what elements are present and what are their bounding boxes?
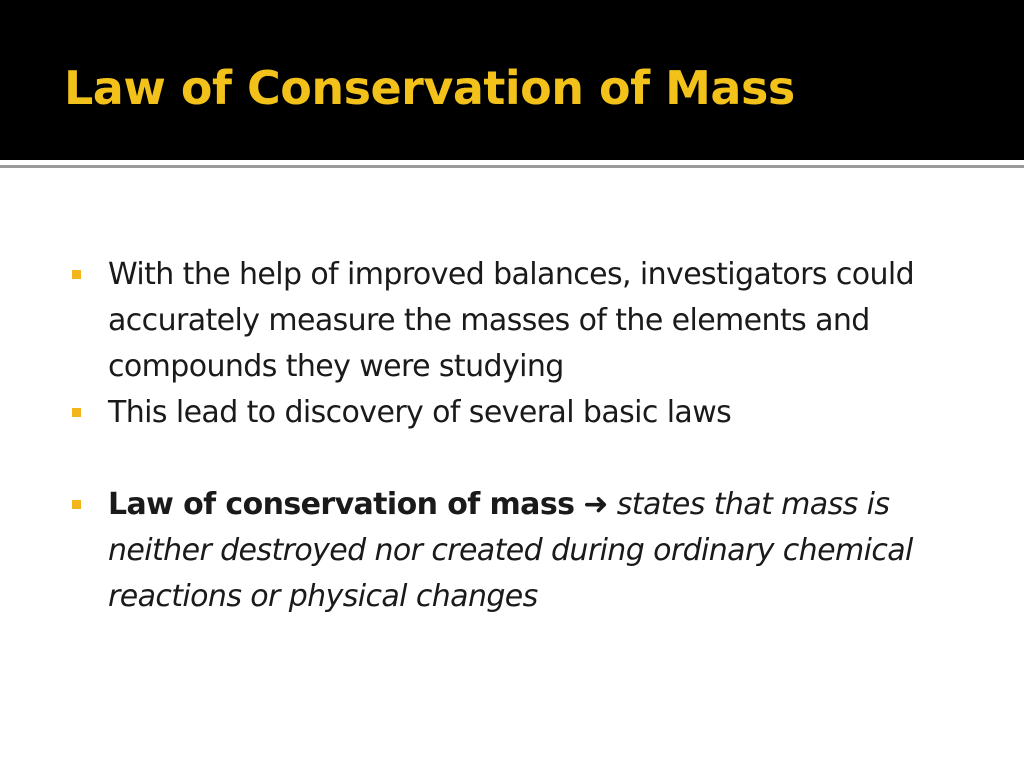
law-term: Law of conservation of mass — [108, 487, 575, 522]
bullet-item-discovery — [72, 390, 972, 436]
spacer — [72, 436, 972, 482]
right-arrow-icon: ➜ — [583, 487, 608, 522]
bullet-item-law-definition — [72, 482, 972, 620]
title-bar — [0, 0, 1024, 160]
slide-content — [72, 252, 972, 620]
bullet-text: This lead to discovery of several basic laws — [108, 395, 732, 430]
bullet-text: With the help of improved balances, investigators could accurately measure the masses of the elements and compounds they were studying — [108, 257, 915, 384]
square-bullet-icon — [72, 270, 81, 279]
bullet-item-balances — [72, 252, 972, 390]
square-bullet-icon — [72, 500, 81, 509]
law-definition: states that mass is neither destroyed nor created during ordinary chemical reactions or physical changes — [108, 487, 913, 614]
title-divider — [0, 165, 1024, 168]
square-bullet-icon — [72, 408, 81, 417]
slide-title: Law of Conservation of Mass — [64, 61, 795, 115]
